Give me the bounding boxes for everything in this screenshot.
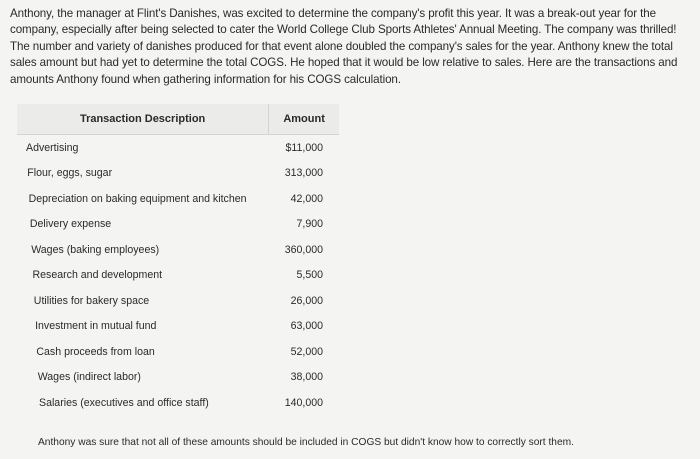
row-amount: 360,000 (284, 243, 323, 256)
table-row (17, 135, 339, 161)
table-row (17, 161, 339, 187)
row-amount: 7,900 (296, 218, 323, 231)
footer-note: Anthony was sure that not all of these amounts should be included in COGS but didn't know how to correctly sort them. (38, 437, 574, 448)
row-description: Wages (indirect labor) (37, 371, 141, 384)
table-row (17, 237, 339, 263)
row-description: Investment in mutual fund (35, 320, 157, 333)
table-row (17, 365, 339, 391)
row-description: Cash proceeds from loan (36, 345, 155, 358)
row-description: Depreciation on baking equipment and kitchen (28, 192, 247, 205)
header-amount: Amount (268, 104, 339, 134)
intro-paragraph: Anthony, the manager at Flint's Danishes, was excited to determine the company's profit this year. It was a break-out year for the company, especially after being selected to cater the World College Club Sports Athletes' Annual Meeting. The company was thrilled! The number and variety of danishes produced for that event alone doubled the company's sales for the year. Anthony knew the total sales amount but had yet to determine the total COGS. He hoped that it would be low relative to sales. Here are the transactions and amounts Anthony found when gathering information for his COGS calculation. (10, 7, 678, 86)
table-row (17, 288, 339, 314)
row-amount: 63,000 (290, 320, 323, 333)
row-amount: 140,000 (284, 396, 323, 409)
row-description: Utilities for bakery space (33, 294, 150, 307)
row-description: Research and development (32, 269, 163, 282)
table-body (17, 135, 339, 416)
table-row (17, 212, 339, 238)
row-amount: 42,000 (290, 192, 323, 205)
row-amount: 313,000 (284, 167, 323, 180)
row-amount: $11,000 (285, 141, 323, 154)
table-row (17, 314, 339, 340)
table-row (17, 186, 339, 212)
row-description: Flour, eggs, sugar (27, 167, 113, 180)
header-description: Transaction Description (79, 113, 206, 125)
table-row (17, 339, 339, 365)
row-description: Delivery expense (29, 218, 112, 231)
table-header (17, 104, 339, 135)
row-description: Salaries (executives and office staff) (39, 396, 209, 409)
row-description: Wages (baking employees) (31, 243, 160, 256)
table-row (17, 263, 339, 289)
row-amount: 5,500 (296, 269, 323, 282)
row-amount: 26,000 (290, 294, 323, 307)
row-description: Advertising (26, 141, 79, 154)
transactions-table (17, 104, 339, 416)
row-amount: 52,000 (290, 345, 323, 358)
table-row (17, 390, 339, 416)
row-amount: 38,000 (290, 371, 323, 384)
